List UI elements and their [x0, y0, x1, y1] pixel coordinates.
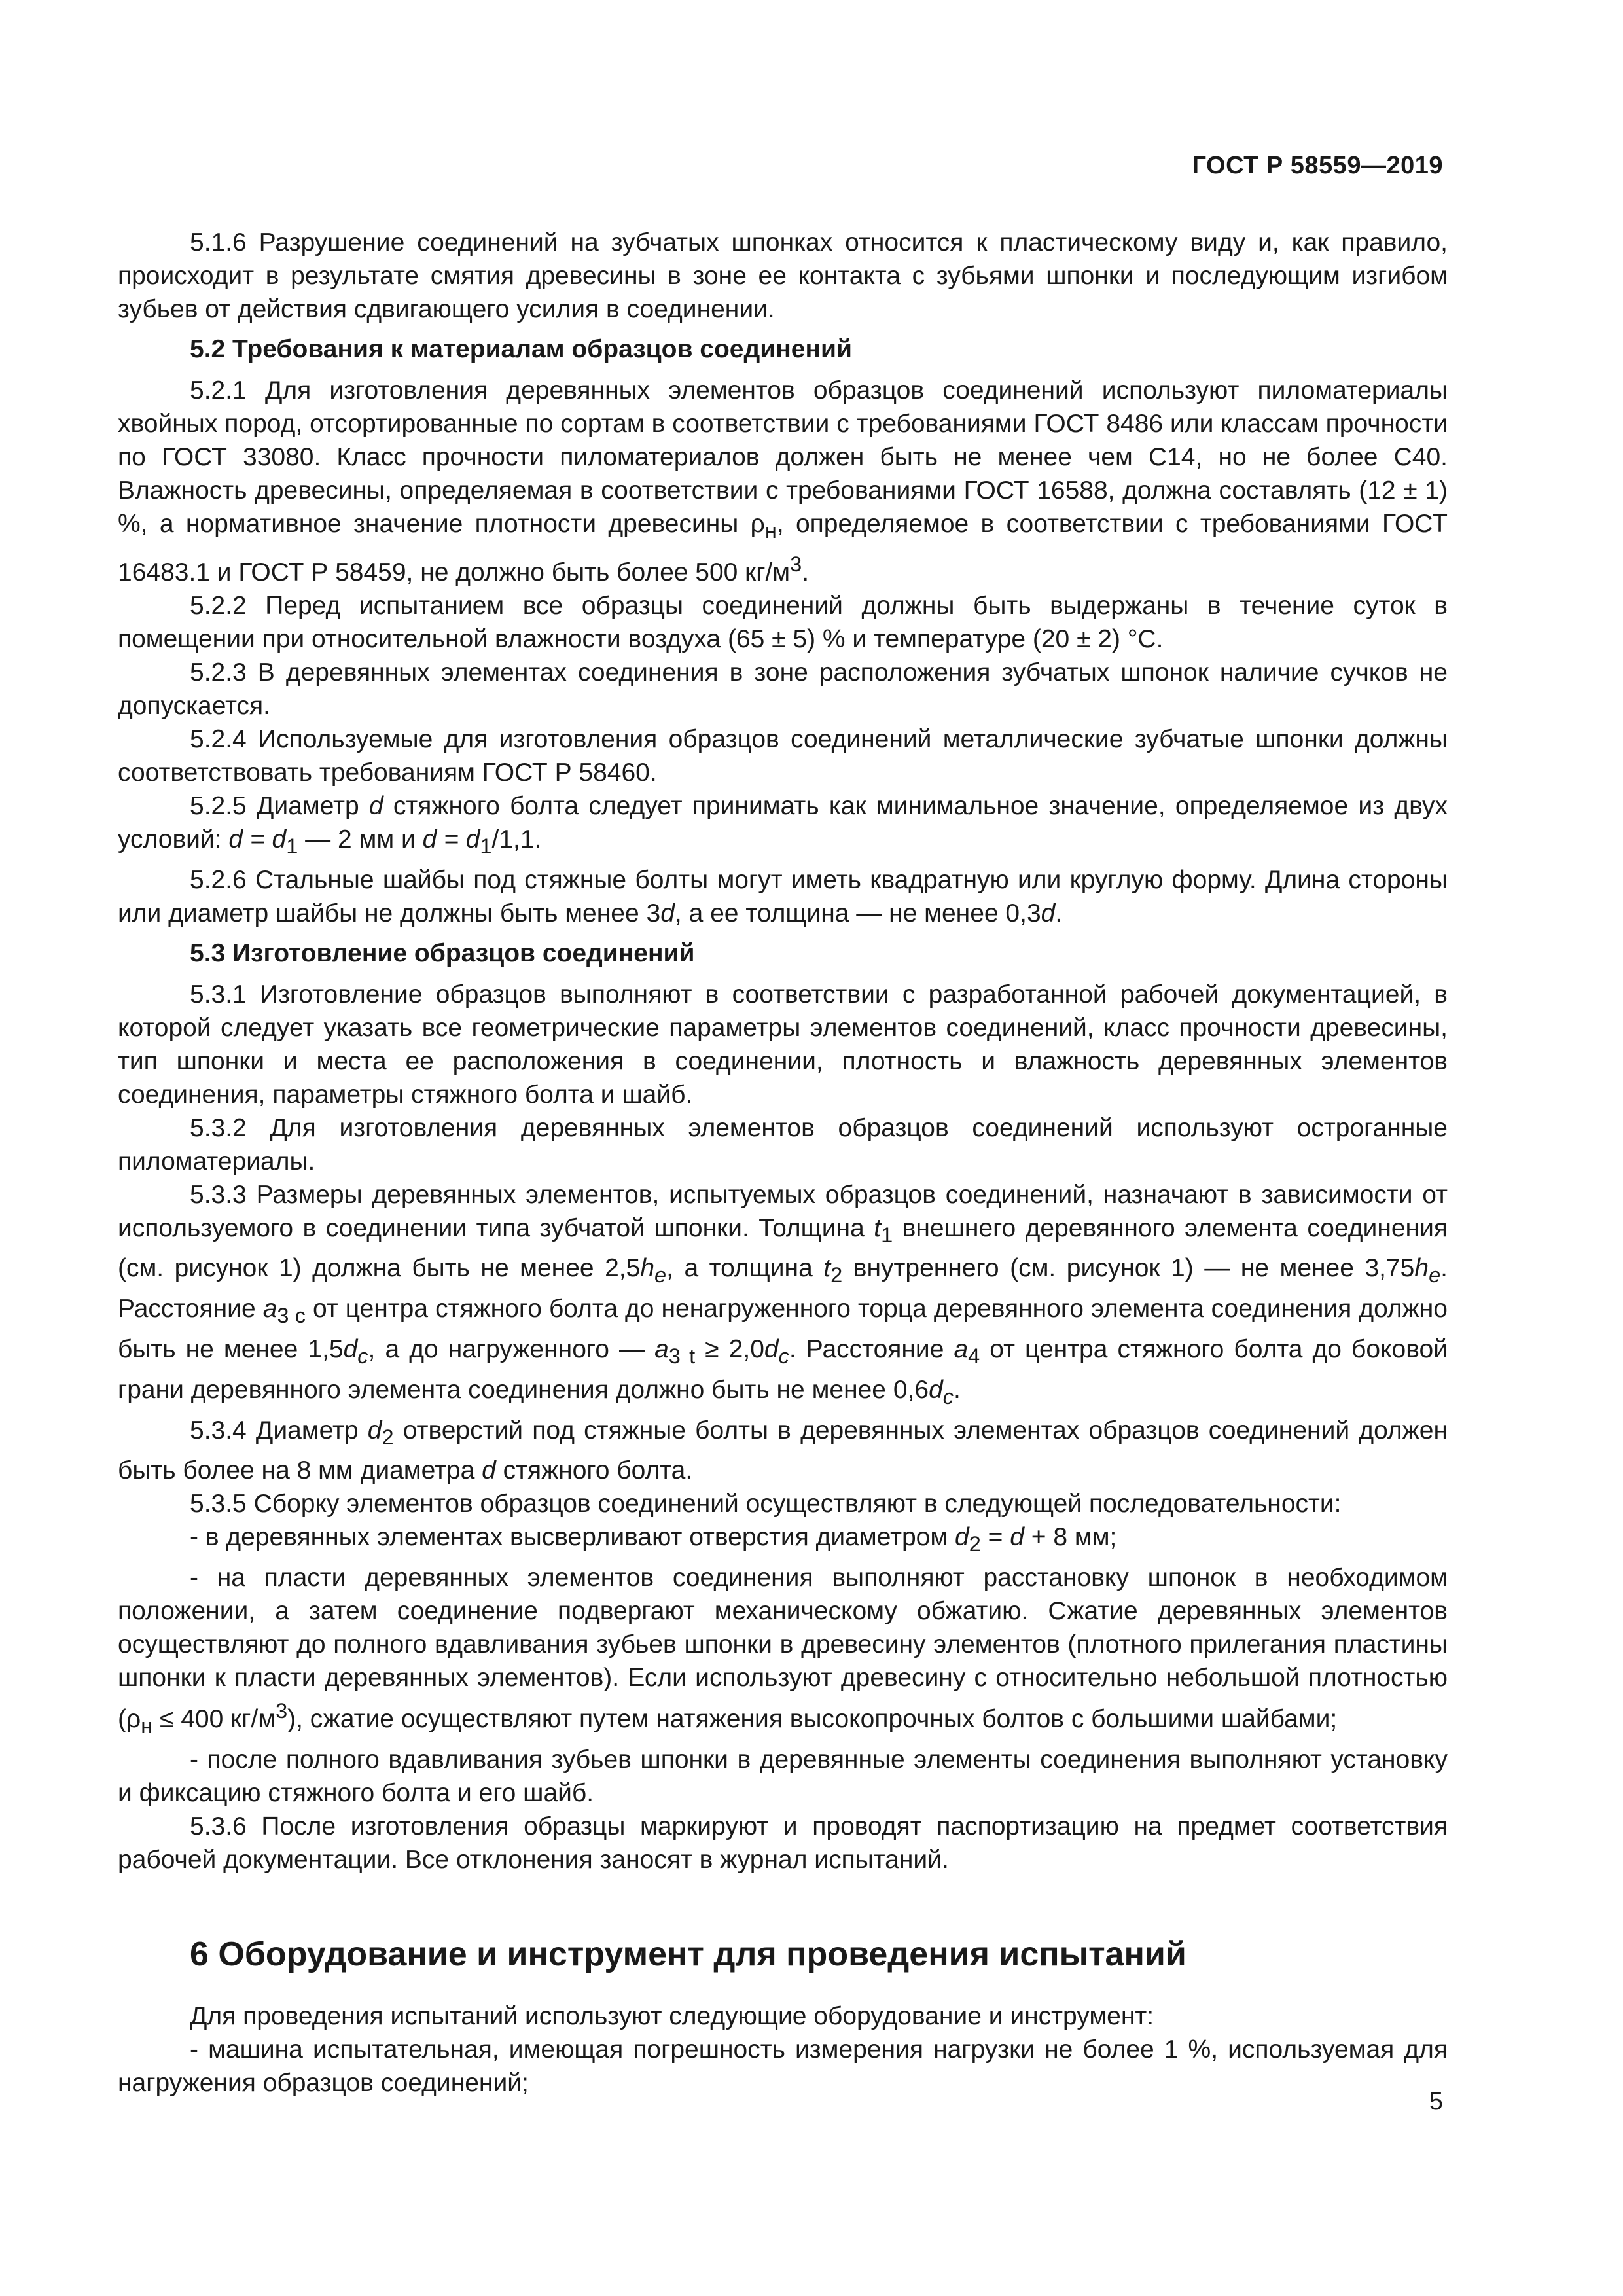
paragraph-5-2-4: 5.2.4 Используемые для изготовления образцов соединений металлические зубчатые шпонки должны соответствовать требованиям ГОСТ Р 58460.	[118, 725, 1448, 787]
paragraph-5-3-2: 5.3.2 Для изготовления деревянных элементов образцов соединений используют остроганные пиломатериалы.	[118, 1113, 1448, 1175]
paragraph-5-2-6: 5.2.6 Стальные шайбы под стяжные болты могут иметь квадратную или круглую форму. Длина стороны или диаметр шайбы не должны быть менее 3d, а ее толщина — не менее 0,3d.	[118, 865, 1448, 927]
list-item-compression: - на пласти деревянных элементов соединения выполняют расстановку шпонок в необходимом положении, а затем соединение подвергают механическому обжатию. Сжатие деревянных элементов осуществляют до полного вдавливания зубьев шпонки в древесину элементов (плотного прилегания пластины шпонки к пласти деревянных элементов). Если используют древесину с относительно небольшой плотностью ($\rho_н \le 400$ $кг/м^3$), сжатие осуществляют путем натяжения высокопрочных болтов с большими шайбами;	[118, 1564, 1448, 1738]
paragraph-5-2-5: 5.2.5 Диаметр d стяжного болта следует принимать как минимальное значение, определяемое из двух условий: $d = d_1$ — 2 мм и $d = d_1/1,1$.	[118, 791, 1448, 858]
paragraph-6-intro: Для проведения испытаний используют следующие оборудование и инструмент:	[190, 2001, 1154, 2030]
paragraph-5-3-3: 5.3.3 Размеры деревянных элементов, испытуемых образцов соединений, назначают в зависимости от используемого в соединении типа зубчатой шпонки. Толщина $t_1$ внешнего деревянного элемента соединения (см. рисунок 1) должна быть не менее $2,5h_e$, а толщина $t_2$ внутреннего (см. рисунок 1) — не менее $3,75h_e$. Расстояние $a_{3 c}$ от центра стяжного болта до ненагруженного торца деревянного элемента соединения должно быть не менее $1,5d_c$, а до нагруженного — $a_{3 t} \ge 2,0d_c$. Расстояние $a_4$ от центра стяжного болта до боковой грани деревянного элемента соединения должно быть не менее $0,6d_c$.	[118, 1180, 1448, 1408]
section-heading-5-2: 5.2 Требования к материалам образцов соединений	[190, 335, 852, 363]
paragraph-5-2-3: 5.2.3 В деревянных элементах соединения в зоне расположения зубчатых шпонок наличие сучков не допускается.	[118, 658, 1448, 720]
list-item-testing-machine: - машина испытательная, имеющая погрешность измерения нагрузки не более 1 %, используемая для нагружения образцов соединений;	[118, 2035, 1448, 2097]
section-heading-5-3: 5.3 Изготовление образцов соединений	[190, 939, 695, 967]
paragraph-5-2-2: 5.2.2 Перед испытанием все образцы соединений должны быть выдержаны в течение суток в помещении при относительной влажности воздуха (65 ± 5) % и температуре (20 ± 2) °С.	[118, 591, 1448, 653]
page-number: 5	[1429, 2088, 1443, 2115]
paragraph-5-1-6: 5.1.6 Разрушение соединений на зубчатых шпонках относится к пластическому виду и, как правило, происходит в результате смятия древесины в зоне ее контакта с зубьями шпонки и последующим изгибом зубьев от действия сдвигающего усилия в соединении.	[118, 228, 1448, 323]
paragraph-5-3-5: 5.3.5 Сборку элементов образцов соединений осуществляют в следующей последовательности:	[190, 1490, 1342, 1518]
list-item-drilling: - в деревянных элементах высверливают отверстия диаметром $d_2 = d + 8$ мм;	[190, 1523, 1117, 1556]
document-body	[118, 226, 1448, 2100]
standard-header: ГОСТ Р 58559—2019	[1192, 152, 1443, 179]
paragraph-5-3-4: 5.3.4 Диаметр $d_2$ отверстий под стяжные болты в деревянных элементах образцов соединений должен быть более на 8 мм диаметра d стяжного болта.	[118, 1416, 1448, 1485]
paragraph-5-3-6: 5.3.6 После изготовления образцы маркируют и проводят паспортизацию на предмет соответствия рабочей документации. Все отклонения заносят в журнал испытаний.	[118, 1812, 1448, 1874]
paragraph-5-3-1: 5.3.1 Изготовление образцов выполняют в соответствии с разработанной рабочей документацией, в которой следует указать все геометрические параметры элементов соединений, класс прочности древесины, тип шпонки и места ее расположения в соединении, плотность и влажность деревянных элементов соединения, параметры стяжного болта и шайб.	[118, 980, 1448, 1109]
list-item-fixation: - после полного вдавливания зубьев шпонки в деревянные элементы соединения выполняют установку и фиксацию стяжного болта и его шайб.	[118, 1745, 1448, 1807]
section-heading-6: 6 Оборудование и инструмент для проведения испытаний	[190, 1935, 1186, 1973]
paragraph-5-2-1: 5.2.1 Для изготовления деревянных элементов образцов соединений используют пиломатериалы хвойных пород, отсортированные по сортам в соответствии с требованиями ГОСТ 8486 или классам прочности по ГОСТ 33080. Класс прочности пиломатериалов должен быть не менее чем С14, но не более С40. Влажность древесины, определяемая в соответствии с требованиями ГОСТ 16588, должна составлять (12 ± 1) %, а нормативное значение плотности древесины $\rho_н$, определяемое в соответствии с требованиями ГОСТ 16483.1 и ГОСТ Р 58459, не должно быть более 500 $кг/м^3$.	[118, 376, 1448, 586]
